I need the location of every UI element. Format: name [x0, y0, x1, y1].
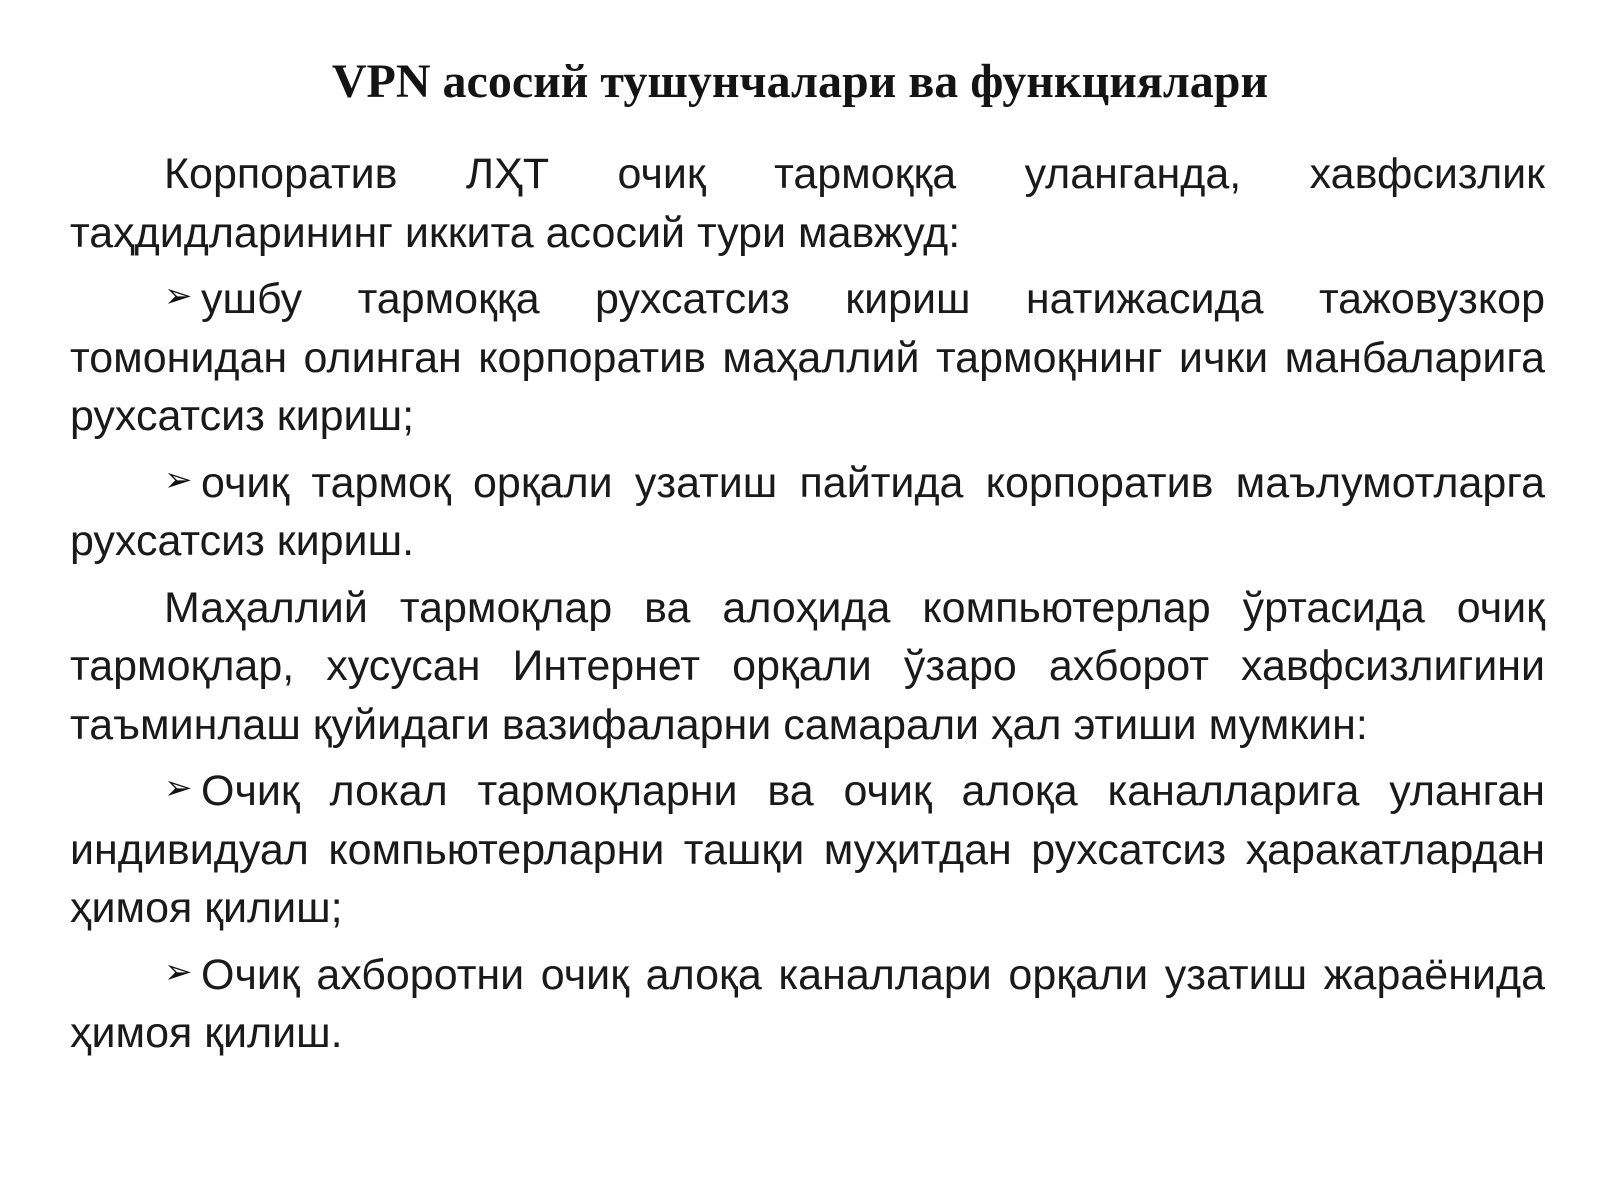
slide-title: VPN асосий тушунчалари ва функциялари [331, 55, 1269, 108]
bullet-item [70, 946, 1545, 1063]
arrowhead-bullet-icon: ➢ [164, 459, 193, 500]
bullet-item [70, 454, 1545, 571]
bullet-text: Очиқ ахборотни очиқ алоқа каналлари орқали узатиш жараёнида ҳимоя қилиш. [70, 950, 1545, 1057]
slide-body [70, 145, 1545, 1071]
arrowhead-bullet-icon: ➢ [164, 951, 193, 992]
paragraph-text: Корпоратив ЛҲТ очиқ тармоққа уланганда, хавфсизлик таҳдидларининг иккита асосий тури мавжуд: [70, 150, 1545, 257]
paragraph-text: Маҳаллий тармоқлар ва алоҳида компьютерлар ўртасида очиқ тармоқлар, хусусан Интернет орқали ўзаро ахборот хавфсизлигини таъминлаш қуйидаги вазифаларни самарали ҳал этиши мумкин: [70, 583, 1545, 749]
bullet-item [70, 762, 1545, 938]
tasks-paragraph [70, 579, 1545, 755]
arrowhead-bullet-icon: ➢ [164, 276, 193, 316]
bullet-item [70, 270, 1545, 446]
bullet-text: Очиқ локал тармоқларни ва очиқ алоқа каналларига уланган индивидуал компьютерларни ташқи муҳитдан рухсатсиз ҳаракатлардан ҳимоя қилиш; [70, 767, 1545, 932]
intro-paragraph [70, 145, 1545, 262]
bullet-text: очиқ тармоқ орқали узатиш пайтида корпоратив маълумотларга рухсатсиз кириш. [70, 458, 1545, 565]
arrowhead-bullet-icon: ➢ [164, 768, 193, 808]
bullet-text: ушбу тармоққа рухсатсиз кириш натижасида тажовузкор томонидан олинган корпоратив маҳаллий тармоқнинг ички манбаларига рухсатсиз кириш; [70, 275, 1545, 440]
